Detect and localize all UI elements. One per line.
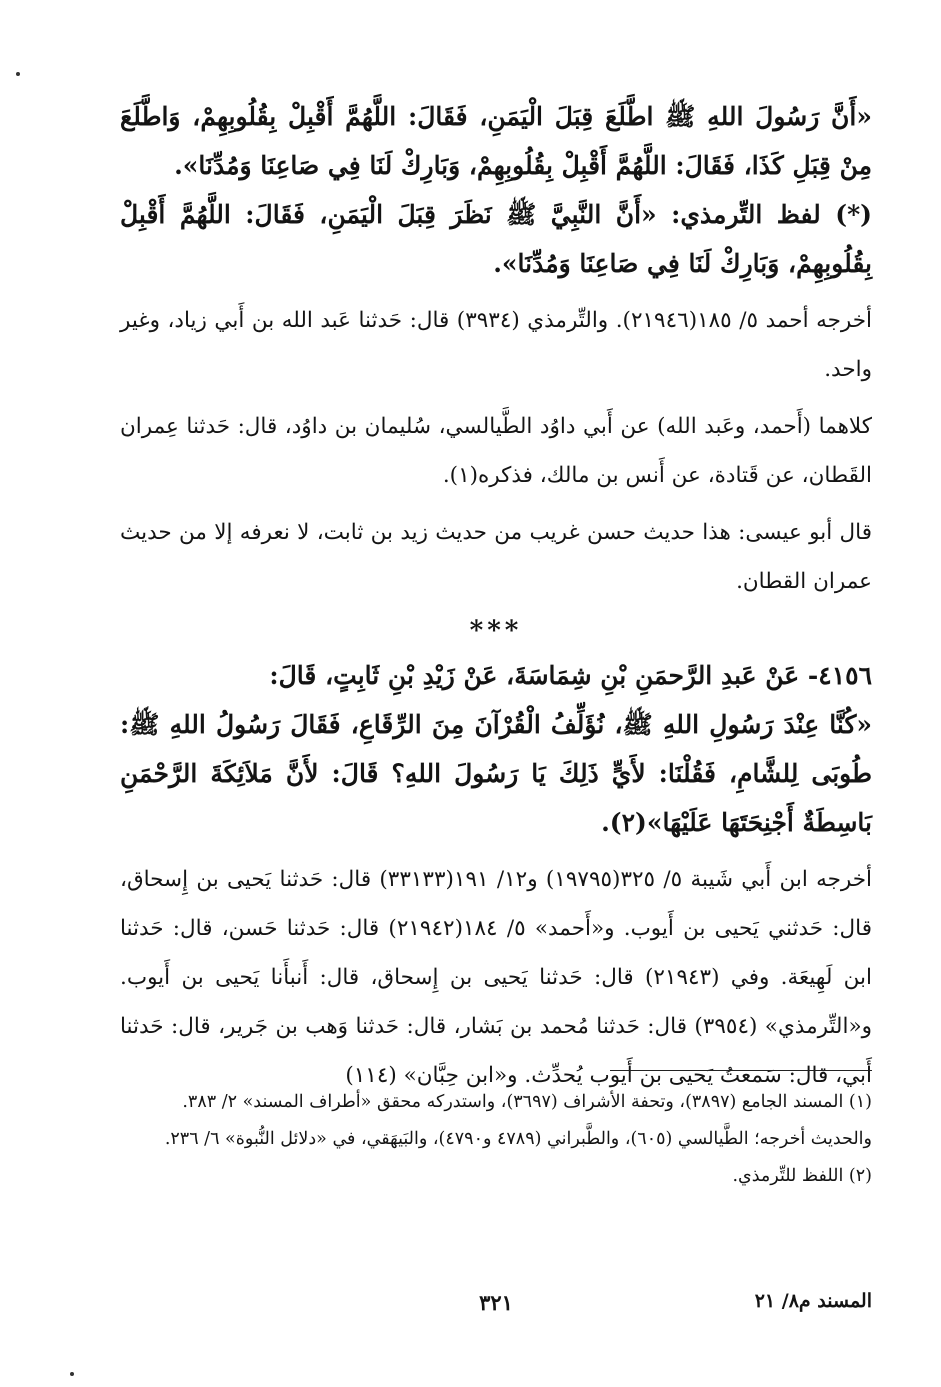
page-footer (120, 1290, 872, 1326)
isnad-paragraph: كلاهما (أَحمد، وعَبد الله) عن أَبي داوُد الطَّيالسي، سُليمان بن داوُد، قال: حَدثنا عِمران القَطان، عن قَتادة، عن أَنس بن مالك، فذكره(١). (120, 414, 872, 488)
footnote-divider (610, 1070, 872, 1071)
footnote-1-continuation: والحديث أخرجه؛ الطَّيالسي (٦٠٥)، والطَّبراني (٤٧٨٩ و٤٧٩٠)، والبَيهَقي، في «دلائل النُّبوة» ٦/ ٢٣٦. (164, 1129, 872, 1149)
footnotes (120, 1086, 872, 1197)
page-body (120, 92, 872, 1100)
signature-mark: المسند م٨/ ٢١ (754, 1290, 872, 1312)
abu-isa-comment: قال أبو عيسى: هذا حديث حسن غريب من حديث زيد بن ثابت، لا نعرفه إلا من حديث عمران القطان. (120, 520, 872, 594)
scan-speck (16, 72, 20, 76)
hadith-heading-4156: ٤١٥٦- عَنْ عَبدِ الرَّحمَنِ بْنِ شِمَاسَةَ، عَنْ زَيْدِ بْنِ ثَابِتٍ، قَالَ: (269, 661, 872, 690)
scan-speck (70, 1372, 74, 1376)
footnote-2: (٢) اللفظ للتِّرمذي. (732, 1166, 872, 1186)
tirmidhi-wording: (*) لفظ التِّرمذي: «أَنَّ النَّبِيَّ ﷺ نَظَرَ قِبَلَ الْيَمَنِ، فَقَالَ: اللَّهُمَّ أَقْبِلْ بِقُلُوبِهِمْ، وَبَارِكْ لَنَا فِي صَاعِنَا وَمُدِّنَا». (120, 200, 872, 278)
takhrij-paragraph-2: أخرجه ابن أَبي شَيبة ٥/ ٣٢٥(١٩٧٩٥) و١٢/ ١٩١(٣٣١٣٣) قال: حَدثنا يَحيى بن إِسحاق، قال: حَدثني يَحيى بن أَيوب. و«أَحمد» ٥/ ١٨٤(٢١٩٤٢) قال: حَدثنا حَسن، قال: حَدثنا ابن لَهِيعَة. وفي (٢١٩٤٣) قال: حَدثنا يَحيى بن إِسحاق، قال: أَنبأَنا يَحيى بن أَيوب. و«التِّرمذي» (٣٩٥٤) قال: حَدثنا مُحمد بن بَشار، قال: حَدثنا وَهب بن جَرير، قال: حَدثنا أَبي، قال: سَمعتُ يَحيى بن أَيوب يُحدِّث. و«ابن حِبَّان» (١١٤) (120, 867, 873, 1088)
takhrij-paragraph-1: أخرجه أحمد ٥/ ١٨٥(٢١٩٤٦). والتِّرمذي (٣٩٣٤) قال: حَدثنا عَبد الله بن أَبي زياد، وغير واحد. (120, 308, 873, 382)
page-number: ٣٢١ (479, 1290, 513, 1315)
hadith-text-2: «كُنَّا عِنْدَ رَسُولِ اللهِ ﷺ، نُؤَلِّفُ الْقُرْآنَ مِنَ الرِّقَاعِ، فَقَالَ رَسُولُ اللهِ ﷺ: طُوبَى لِلشَّامِ، فَقُلْنَا: لأَيٍّ ذَلِكَ يَا رَسُولَ اللهِ؟ قَالَ: لأَنَّ مَلاَئِكَةَ الرَّحْمَنِ بَاسِطَةٌ أَجْنِحَتَهَا عَلَيْهَا»(٢). (120, 710, 872, 837)
footnote-1: (١) المسند الجامع (٣٨٩٧)، وتحفة الأشراف (٣٦٩٧)، واستدركه محقق «أطراف المسند» ٢/ ٣٨٣. (182, 1092, 872, 1112)
section-separator: *** (469, 616, 523, 646)
hadith-text-1: «أَنَّ رَسُولَ اللهِ ﷺ اطَّلَعَ قِبَلَ الْيَمَنِ، فَقَالَ: اللَّهُمَّ أَقْبِلْ بِقُلُوبِهِمْ، وَاطَّلَعَ مِنْ قِبَلِ كَذَا، فَقَالَ: اللَّهُمَّ أَقْبِلْ بِقُلُوبِهِمْ، وَبَارِكْ لَنَا فِي صَاعِنَا وَمُدِّنَا». (120, 102, 872, 180)
